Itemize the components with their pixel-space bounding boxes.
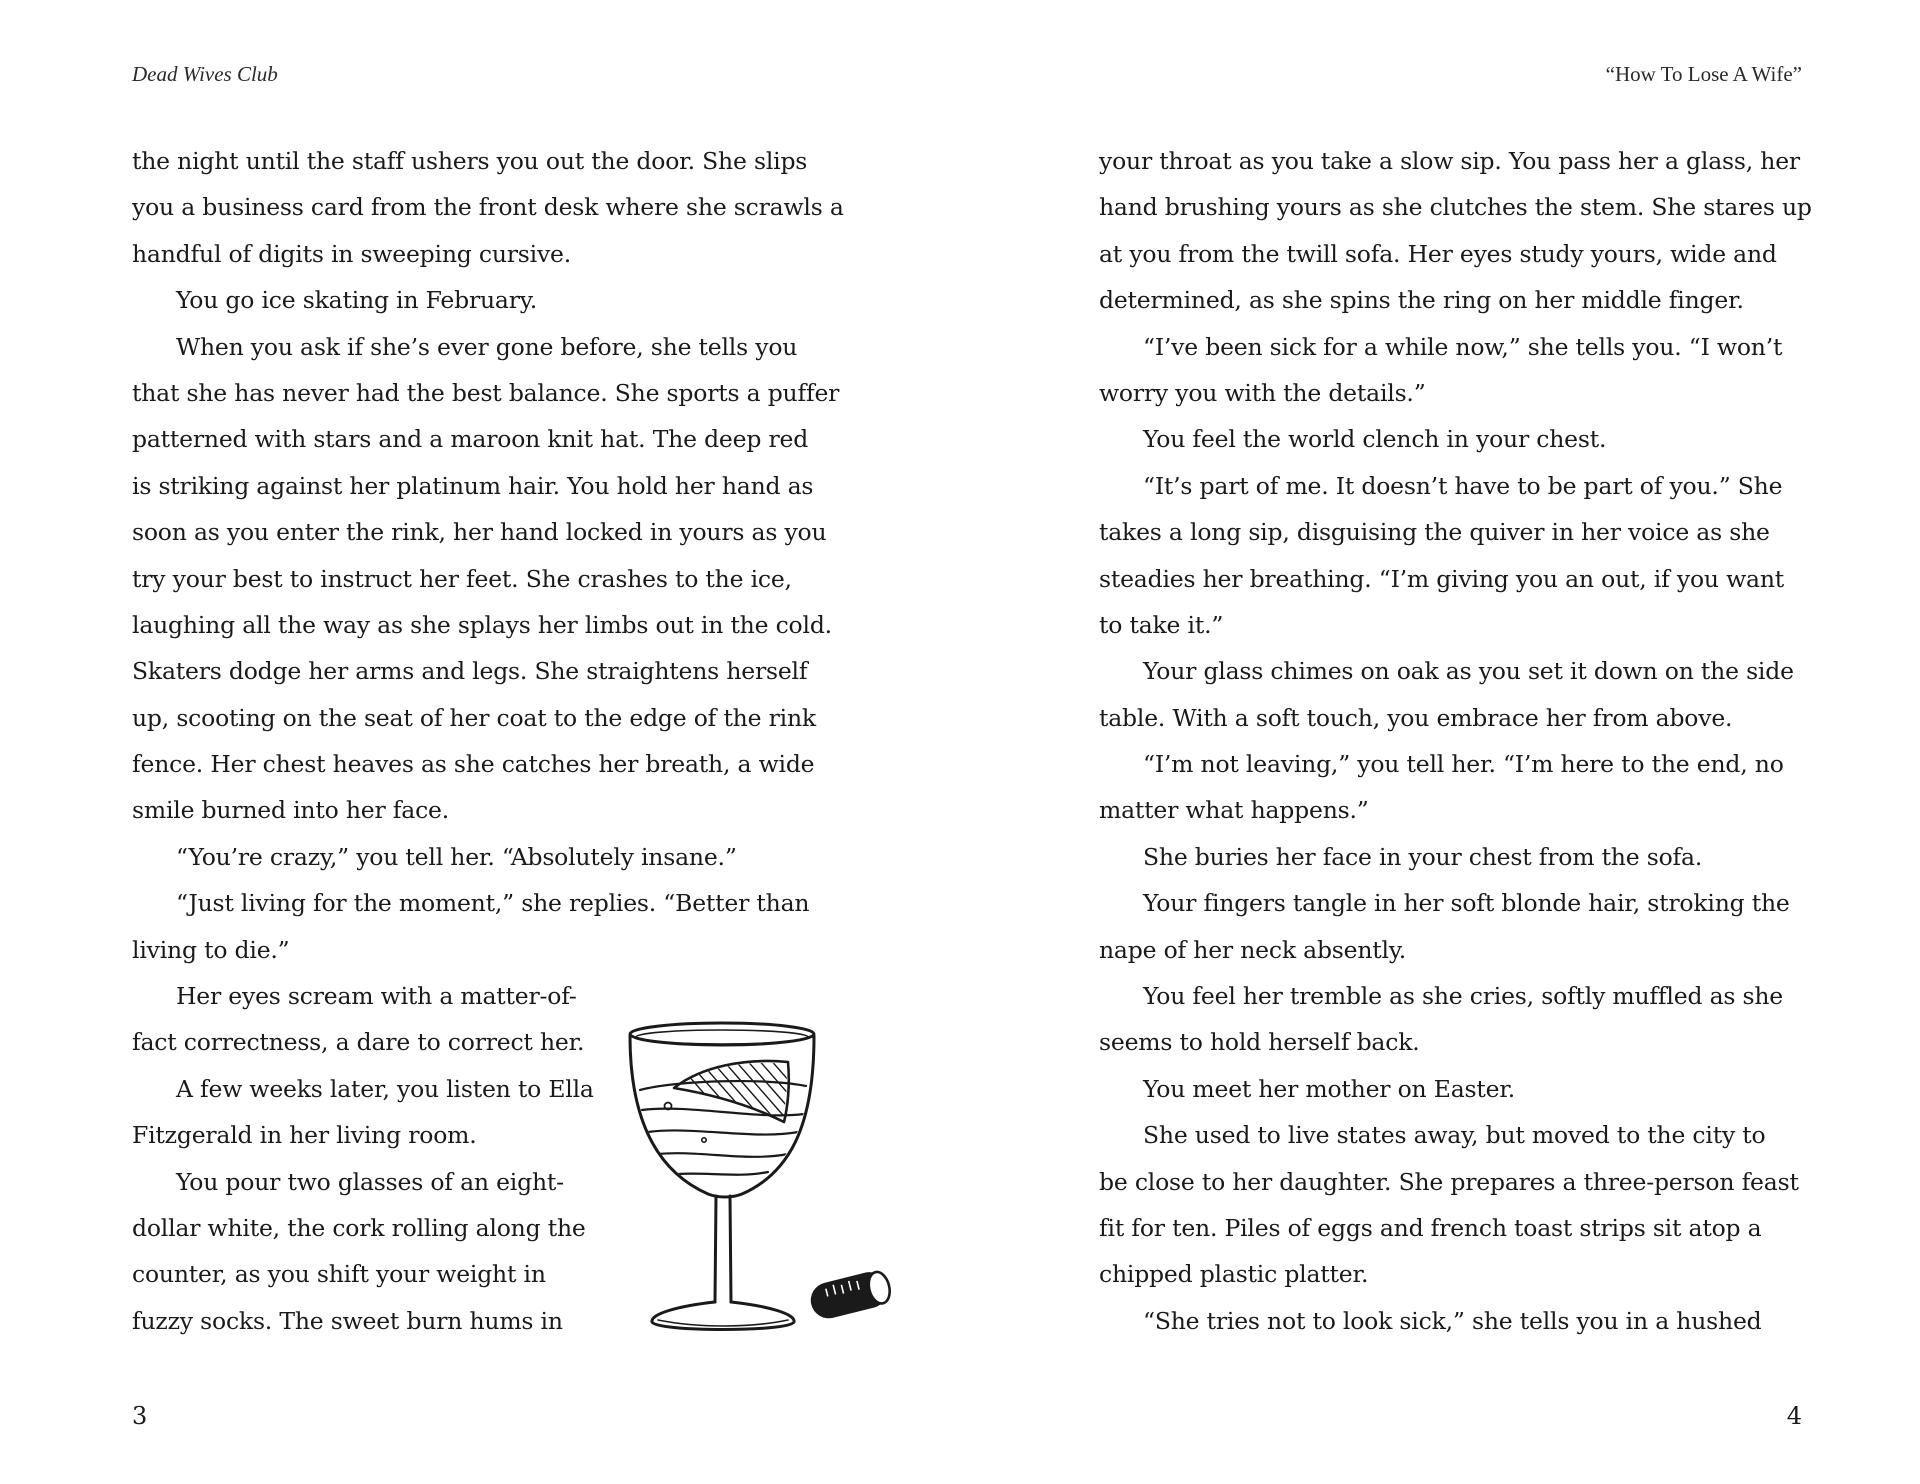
text-line: You meet her mother on Easter.: [1143, 1074, 1516, 1103]
text-line: the night until the staff ushers you out the door. She slips: [132, 147, 808, 175]
text-line: steadies her breathing. “I’m giving you an out, if you want: [1099, 564, 1785, 593]
text-line: When you ask if she’s ever gone before, she tells you: [176, 332, 798, 361]
text-line: Your fingers tangle in her soft blonde hair, stroking the: [1143, 889, 1790, 918]
text-line: You go ice skating in February.: [176, 286, 537, 315]
text-line: table. With a soft touch, you embrace her from above.: [1099, 703, 1733, 732]
right-page-number: 4: [1786, 1402, 1802, 1430]
right-body-text: [1099, 138, 1839, 1344]
text-line: handful of digits in sweeping cursive.: [132, 239, 572, 268]
text-line: Fitzgerald in her living room.: [132, 1121, 477, 1150]
left-page-number: 3: [132, 1402, 148, 1430]
text-line: nape of her neck absently.: [1099, 935, 1407, 964]
text-line: your throat as you take a slow sip. You pass her a glass, her: [1099, 147, 1800, 175]
text-line: She used to live states away, but moved to the city to: [1143, 1121, 1766, 1150]
text-line: She buries her face in your chest from the sofa.: [1143, 842, 1703, 871]
text-line: counter, as you shift your weight in: [132, 1260, 546, 1289]
text-line: fit for ten. Piles of eggs and french toast strips sit atop a: [1099, 1213, 1762, 1242]
text-line: seems to hold herself back.: [1099, 1028, 1420, 1057]
wine-glass-icon: [618, 1010, 898, 1340]
text-line: chipped plastic platter.: [1099, 1260, 1369, 1289]
text-line: be close to her daughter. She prepares a three-person feast: [1099, 1167, 1799, 1196]
text-line: “It’s part of me. It doesn’t have to be part of you.” She: [1143, 471, 1783, 500]
cork-icon: [807, 1268, 893, 1322]
text-line: Her eyes scream with a matter-of-: [176, 982, 577, 1011]
text-line: is striking against her platinum hair. You hold her hand as: [132, 471, 814, 500]
text-line: laughing all the way as she splays her limbs out in the cold.: [132, 610, 832, 639]
text-line: worry you with the details.”: [1099, 378, 1426, 407]
text-line: hand brushing yours as she clutches the stem. She stares up: [1099, 193, 1812, 222]
text-line: A few weeks later, you listen to Ella: [176, 1074, 594, 1103]
text-line: to take it.”: [1099, 610, 1224, 639]
text-line: that she has never had the best balance. She sports a puffer: [132, 378, 840, 407]
text-line: You feel the world clench in your chest.: [1143, 425, 1607, 454]
text-line: up, scooting on the seat of her coat to the edge of the rink: [132, 703, 816, 732]
text-line: smile burned into her face.: [132, 796, 450, 825]
text-line: you a business card from the front desk where she scrawls a: [132, 193, 844, 222]
right-page: [960, 0, 1920, 1484]
text-line: soon as you enter the rink, her hand locked in yours as you: [132, 518, 827, 547]
text-line: living to die.”: [132, 935, 290, 964]
text-line: try your best to instruct her feet. She crashes to the ice,: [132, 564, 792, 593]
text-line: at you from the twill sofa. Her eyes study yours, wide and: [1099, 239, 1777, 268]
text-line: Skaters dodge her arms and legs. She straightens herself: [132, 657, 808, 686]
text-line: takes a long sip, disguising the quiver in her voice as she: [1099, 518, 1770, 547]
text-line: You pour two glasses of an eight-: [176, 1167, 564, 1196]
text-line: “She tries not to look sick,” she tells you in a hushed: [1143, 1306, 1762, 1335]
text-line: fuzzy socks. The sweet burn hums in: [132, 1306, 563, 1335]
text-line: dollar white, the cork rolling along the: [132, 1213, 586, 1242]
text-line: You feel her tremble as she cries, softly muffled as she: [1143, 982, 1784, 1011]
text-line: “You’re crazy,” you tell her. “Absolutely insane.”: [176, 842, 737, 871]
wine-glass-illustration: [618, 1010, 898, 1340]
text-line: “I’m not leaving,” you tell her. “I’m here to the end, no: [1143, 750, 1784, 779]
text-line: “I’ve been sick for a while now,” she tells you. “I won’t: [1143, 332, 1783, 361]
text-line: matter what happens.”: [1099, 796, 1369, 825]
text-line: patterned with stars and a maroon knit hat. The deep red: [132, 425, 809, 454]
text-line: determined, as she spins the ring on her middle finger.: [1099, 286, 1744, 315]
text-line: Your glass chimes on oak as you set it down on the side: [1143, 657, 1794, 686]
right-running-head: “How To Lose A Wife”: [1605, 62, 1802, 86]
text-line: fact correctness, a dare to correct her.: [132, 1028, 585, 1057]
text-line: “Just living for the moment,” she replies. “Better than: [176, 889, 810, 918]
text-line: fence. Her chest heaves as she catches her breath, a wide: [132, 750, 815, 779]
left-running-head: Dead Wives Club: [132, 62, 278, 86]
